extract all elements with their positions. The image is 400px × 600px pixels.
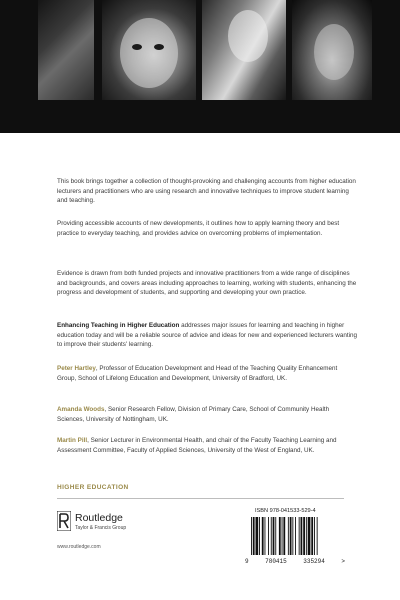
barcode-digit-group: > <box>341 558 345 565</box>
author-bio <box>57 436 357 455</box>
intro-paragraph-1: This book brings together a collection of thought-provoking and challenging accounts from higher education lecturers and practitioners who are using research and innovative techniques to improve student learning and teaching. <box>57 178 356 205</box>
barcode-bar <box>265 517 266 555</box>
intro-paragraph-2: Providing accessible accounts of new developments, it outlines how to apply learning theory and best practice to everyday teaching, and provides advice on overcoming problems of implementation. <box>57 220 340 237</box>
barcode-bar <box>262 517 264 555</box>
author-bio-text: , Senior Lecturer in Environmental Health, and chair of the Faculty Teaching Learning and Assessment Committee, Faculty of Applied Sciences, University of the West of England, UK. <box>57 437 337 454</box>
barcode-bar <box>271 517 272 555</box>
photo-student-1 <box>38 0 94 100</box>
barcode-bar <box>317 517 318 555</box>
book-title: Enhancing Teaching in Higher Education <box>57 322 180 329</box>
publisher-name: Routledge <box>75 512 123 524</box>
barcode-bar <box>273 517 275 555</box>
barcode-digit-group: 335294 <box>303 558 325 565</box>
barcode-bar <box>314 517 315 555</box>
barcode-digit-group: 780415 <box>265 558 287 565</box>
intro-paragraph-3: Evidence is drawn from both funded projects and innovative practitioners from a wide range of disciplines and backgrounds, and covers areas including approaches to learning, working with students, enhancing the progress and development of students, and supporting and developing your own practice. <box>57 270 357 297</box>
author-name: Peter Hartley <box>57 365 96 372</box>
barcode-bar <box>299 517 300 555</box>
barcode-bar <box>295 517 296 555</box>
barcode-bar <box>283 517 285 555</box>
author-bio <box>57 364 357 383</box>
barcode-bar <box>301 517 303 555</box>
barcode-bar <box>268 517 269 555</box>
author-bio-text: , Professor of Education Development and Head of the Teaching Quality Enhancement Group, School of Lifelong Education and Development, University of Bradford, UK. <box>57 365 338 382</box>
routledge-logo-icon <box>57 511 71 531</box>
barcode-bar <box>303 517 305 555</box>
category-label: HIGHER EDUCATION <box>57 484 129 491</box>
author-bio-text: , Senior Research Fellow, Division of Primary Care, School of Community Health Sciences, University of Nottingham, UK. <box>57 406 330 423</box>
photo-student-2 <box>102 0 196 100</box>
barcode-bar <box>311 517 313 555</box>
isbn-label: ISBN 978-041533-529-4 <box>255 508 316 514</box>
barcode-bar <box>306 517 307 555</box>
photo-student-4 <box>292 0 372 100</box>
barcode-bar <box>292 517 293 555</box>
barcode-bar <box>288 517 289 555</box>
author-name: Amanda Woods <box>57 406 105 413</box>
barcode-bar <box>279 517 281 555</box>
barcode-bar <box>253 517 255 555</box>
author-name: Martin Pill <box>57 437 88 444</box>
barcode-bar <box>251 517 252 555</box>
barcode-bar <box>282 517 283 555</box>
publisher-logo <box>57 509 177 539</box>
barcode-bar <box>275 517 276 555</box>
book-description-text: addresses major issues for learning and teaching in higher education today and will be a reliable source of advice and ideas for new and experienced lecturers wanting to improve their students' learning. <box>57 322 357 349</box>
barcode-bar <box>308 517 311 555</box>
barcode-digit-group: 9 <box>245 558 249 565</box>
book-description <box>57 321 357 350</box>
barcode-digits <box>245 558 345 565</box>
barcode-bar <box>259 517 260 555</box>
photo-band <box>0 0 400 133</box>
publisher-subtitle: Taylor & Francis Group <box>75 525 127 531</box>
barcode-bar <box>290 517 292 555</box>
author-bio <box>57 405 357 424</box>
divider <box>57 498 344 499</box>
publisher-website: www.routledge.com <box>57 544 101 550</box>
photo-student-3 <box>202 0 286 100</box>
barcode-bar <box>256 517 259 555</box>
barcode <box>245 517 345 557</box>
